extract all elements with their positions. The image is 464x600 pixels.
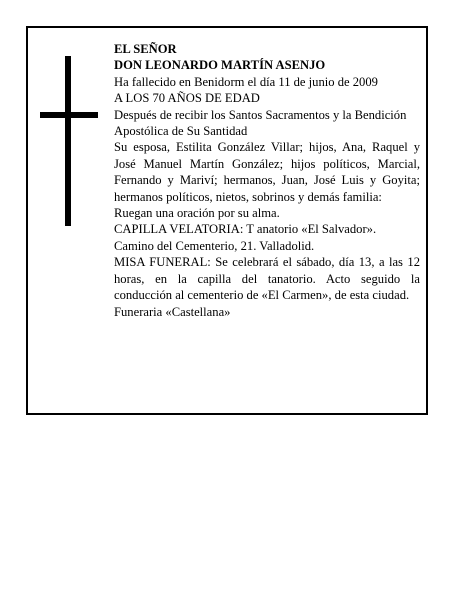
death-statement: Ha fallecido en Benidorm el día 11 de junio de 2009 <box>114 74 378 89</box>
obituary-notice <box>26 26 428 415</box>
cross-icon <box>40 56 98 226</box>
obituary-text <box>114 41 420 320</box>
prayer-request: Ruegan una oración por su alma. <box>114 206 280 221</box>
age-statement: A LOS 70 AÑOS DE EDAD <box>114 91 260 106</box>
cross-horizontal-bar <box>40 112 98 118</box>
funeral-home: Funeraria «Castellana» <box>114 304 231 319</box>
honorific: EL SEÑOR <box>114 42 177 56</box>
sacraments-statement: Después de recibir los Santos Sacramentos y la Bendición Apostólica de Su Santidad <box>114 107 407 139</box>
chapel-address: Camino del Cementerio, 21. Valladolid. <box>114 238 315 253</box>
deceased-name: DON LEONARDO MARTÍN ASENJO <box>114 58 326 73</box>
cross-vertical-bar <box>65 56 71 226</box>
family-list: Su esposa, Estilita González Villar; hijos, Ana, Raquel y José Manuel Martín González; hijos políticos, Marcial, Fernando y Mariví; hermanos, Juan, José Luis y Goyita; hermanos políticos, nietos, sobrinos y demás familia: <box>114 140 420 204</box>
chapel-info: CAPILLA VELATORIA: T anatorio «El Salvador». <box>114 222 377 237</box>
funeral-info: MISA FUNERAL: Se celebrará el sábado, día 13, a las 12 horas, en la capilla del tanatorio. Acto seguido la conducción al cementerio de «El Carmen», de esta ciudad. <box>114 255 420 303</box>
